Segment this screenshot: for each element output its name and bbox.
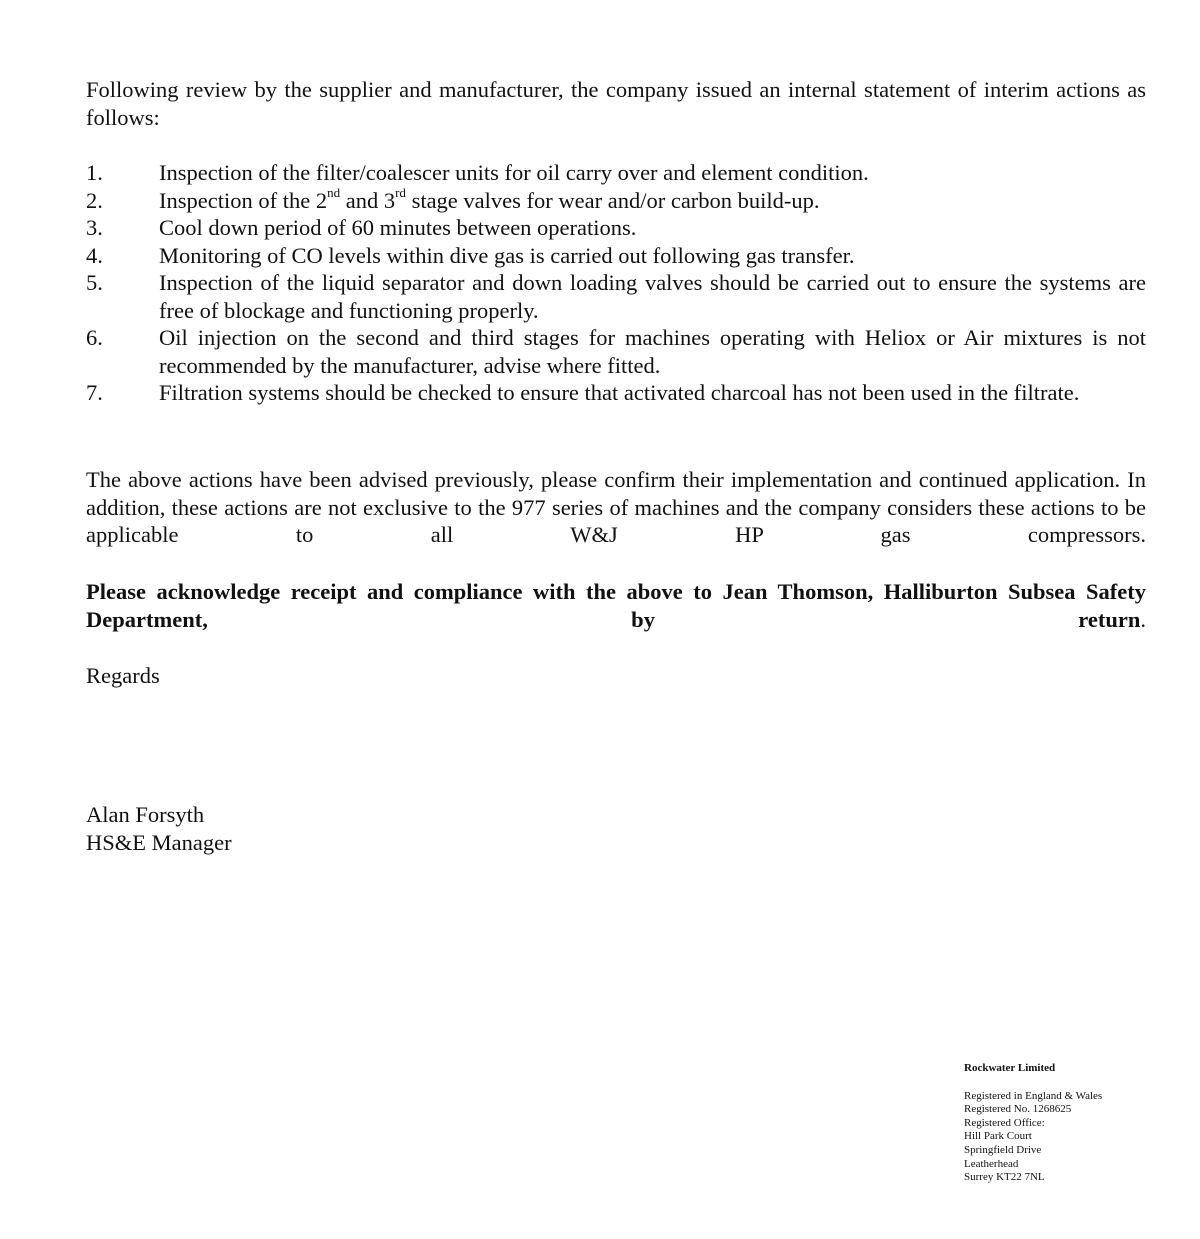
footer-company-name: Rockwater Limited	[964, 1062, 1056, 1074]
acknowledgement-request	[86, 578, 1146, 661]
list-item	[86, 324, 1146, 379]
footer-line: Surrey KT22 7NL	[964, 1171, 1045, 1184]
list-item-number: 6.	[86, 325, 103, 350]
list-item-text-part: Inspection of the 2	[159, 187, 328, 213]
list-item-text: Inspection of the filter/coalescer units for oil carry over and element condition.	[159, 160, 869, 185]
list-item	[86, 159, 1146, 187]
list-item-text	[159, 187, 1146, 215]
list-item-text: Filtration systems should be checked to ensure that activated charcoal has not been used in the filtrate.	[159, 380, 1080, 405]
list-item-text-part: and 3	[340, 187, 396, 213]
closing-regards: Regards	[86, 663, 160, 688]
list-item	[86, 269, 1146, 324]
list-item-text-part: stage valves for wear and/or carbon build-up.	[405, 187, 820, 213]
list-item	[86, 379, 1146, 407]
list-item-text: Oil injection on the second and third stages for machines operating with Heliox or Air mixtures is not recommended by the manufacturer, advise where fitted.	[159, 325, 1146, 378]
footer-line: Registered in England & Wales	[964, 1089, 1103, 1102]
footer-line: Springfield Drive	[964, 1143, 1042, 1156]
list-item-number: 5.	[86, 270, 103, 295]
intro-paragraph: Following review by the supplier and manufacturer, the company issued an internal statement of interim actions as follows:	[86, 77, 1146, 130]
list-item	[86, 187, 1146, 215]
interim-actions-list	[86, 159, 1146, 407]
list-item-number: 1.	[86, 160, 103, 185]
followup-paragraph: The above actions have been advised previously, please confirm their implementation and continued application. In addition, these actions are not exclusive to the 977 series of machines and the company considers these actions to be applicable to all W&J HP gas compressors.	[86, 467, 1146, 547]
ordinal-suffix: rd	[395, 185, 406, 200]
list-item-text: Monitoring of CO levels within dive gas is carried out following gas transfer.	[159, 242, 855, 268]
ordinal-suffix: nd	[327, 185, 341, 200]
footer-line: Registered No. 1268625	[964, 1103, 1072, 1116]
acknowledgement-request-text: Please acknowledge receipt and compliance with the above to Jean Thomson, Halliburton Subsea Safety Department, by return	[86, 579, 1146, 632]
company-registration-footer	[964, 1062, 1102, 1185]
list-item	[86, 242, 1146, 270]
list-item-text: Inspection of the liquid separator and down loading valves should be carried out to ensure the systems are free of blockage and functioning properly.	[159, 270, 1146, 323]
footer-line: Hill Park Court	[964, 1130, 1032, 1143]
list-item	[86, 214, 1146, 242]
list-item-number: 2.	[86, 187, 103, 213]
signer-name: Alan Forsyth	[86, 802, 205, 827]
list-item-number: 4.	[86, 242, 103, 268]
footer-line: Leatherhead	[964, 1157, 1019, 1170]
list-item-text: Cool down period of 60 minutes between operations.	[159, 215, 637, 240]
acknowledgement-request-period: .	[1140, 606, 1146, 632]
signer-title: HS&E Manager	[86, 830, 232, 855]
footer-line: Registered Office:	[964, 1116, 1045, 1129]
list-item-number: 3.	[86, 215, 103, 240]
list-item-number: 7.	[86, 380, 103, 405]
